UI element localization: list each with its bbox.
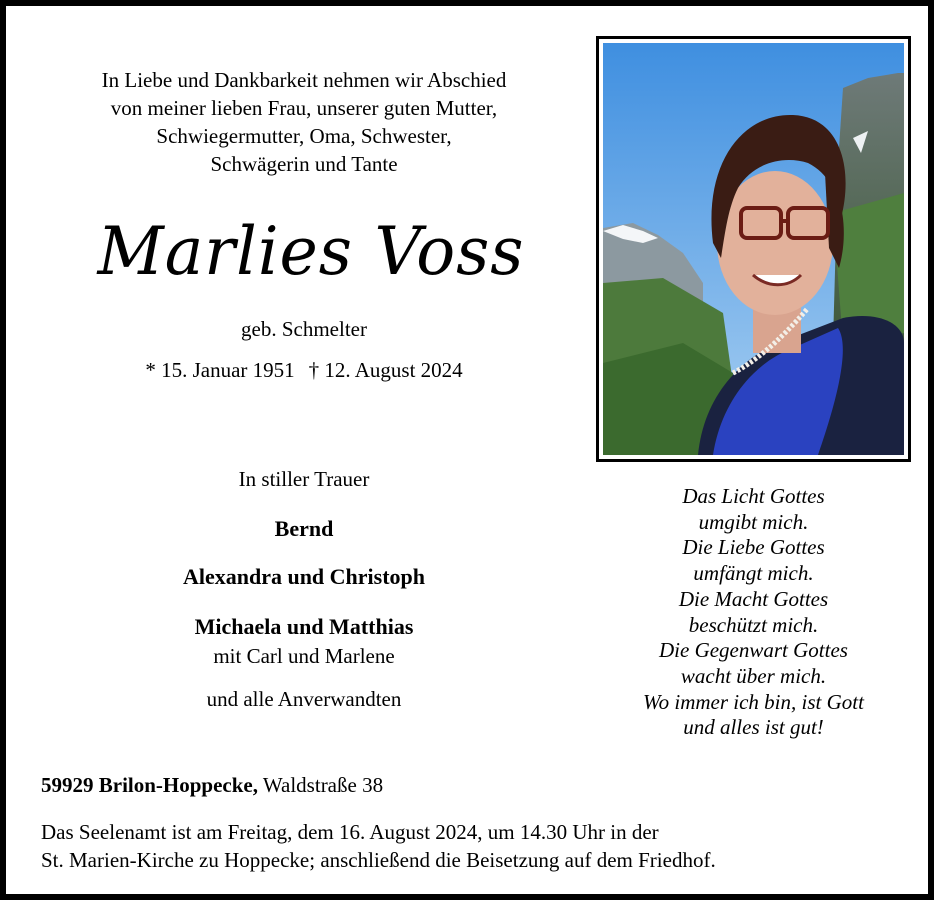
- family-address: [41, 773, 383, 798]
- poem-line: wacht über mich.: [680, 663, 827, 688]
- mourner-name: Alexandra und Christoph: [182, 564, 426, 589]
- poem-line: Die Liebe Gottes: [682, 535, 825, 560]
- poem: [606, 484, 901, 741]
- portrait-photo: [596, 36, 911, 462]
- mourner-name: Bernd: [274, 516, 334, 541]
- poem-line: Wo immer ich bin, ist Gott: [643, 689, 864, 714]
- death-date: † 12. August 2024: [308, 358, 463, 382]
- birth-name: geb. Schmelter: [241, 317, 367, 341]
- poem-line: Die Gegenwart Gottes: [659, 638, 848, 663]
- intro-line: In Liebe und Dankbarkeit nehmen wir Abschied: [101, 68, 507, 92]
- intro-line: Schwägerin und Tante: [210, 152, 398, 176]
- service-line: St. Marien-Kirche zu Hoppecke; anschließend die Beisetzung auf dem Friedhof.: [41, 848, 716, 872]
- service-info: [41, 818, 716, 874]
- address-city: 59929 Brilon-Hoppecke,: [41, 773, 259, 797]
- poem-line: und alles ist gut!: [683, 715, 824, 740]
- mourner-name: Michaela und Matthias: [194, 614, 414, 639]
- mourner-note: mit Carl und Marlene: [213, 644, 395, 668]
- intro-text: [54, 66, 554, 178]
- life-dates: [54, 358, 554, 383]
- address-street: Waldstraße 38: [262, 773, 384, 797]
- service-line: Das Seelenamt ist am Freitag, dem 16. August 2024, um 14.30 Uhr in der: [41, 820, 659, 844]
- poem-line: Das Licht Gottes: [682, 484, 825, 508]
- poem-line: beschützt mich.: [688, 612, 819, 637]
- birth-date: * 15. Januar 1951: [145, 358, 295, 382]
- poem-line: umfängt mich.: [693, 561, 814, 586]
- mourners-closing: und alle Anverwandten: [206, 687, 402, 711]
- deceased-name: Marlies Voss: [97, 213, 525, 290]
- intro-line: Schwiegermutter, Oma, Schwester,: [156, 124, 452, 148]
- intro-line: von meiner lieben Frau, unserer guten Mutter,: [110, 96, 498, 120]
- poem-line: umgibt mich.: [698, 509, 809, 534]
- portrait-image: [603, 43, 904, 455]
- mourners-heading: In stiller Trauer: [238, 467, 370, 491]
- poem-line: Die Macht Gottes: [678, 586, 829, 611]
